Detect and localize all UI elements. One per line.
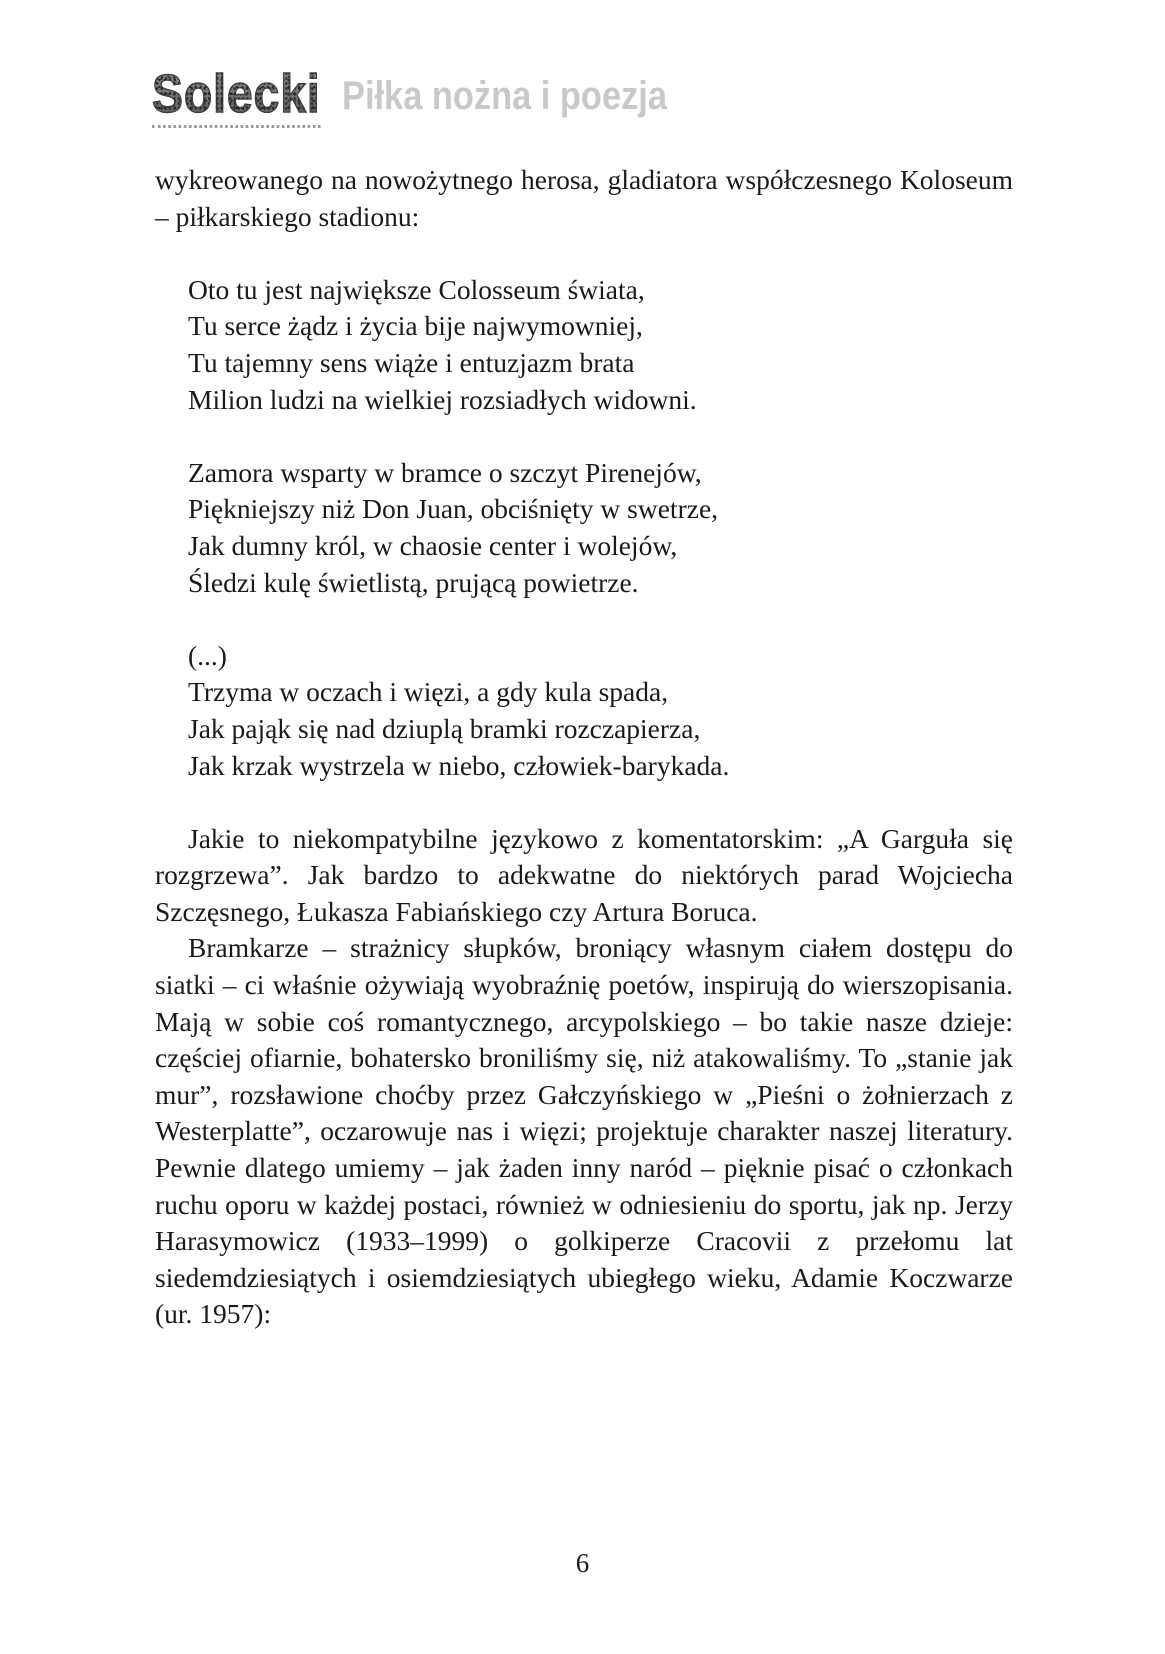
poem-line: Śledzi kulę świetlistą, prującą powietrze.	[188, 566, 639, 598]
poem-line: (...)	[188, 639, 227, 671]
intro-paragraph: wykreowanego na nowożytnego herosa, gladiatora współczesnego Koloseum – piłkarskiego stadionu:	[155, 164, 1013, 232]
poem-stanza	[188, 272, 1013, 418]
body-text	[155, 162, 1013, 1333]
poem-line: Jak krzak wystrzela w niebo, człowiek-barykada.	[188, 749, 730, 781]
poem-line: Milion ludzi na wielkiej rozsiadłych widowni.	[188, 383, 697, 415]
poem-line: Tu tajemny sens wiąże i entuzjazm brata	[188, 346, 635, 378]
spacer	[155, 235, 1013, 272]
running-header	[152, 58, 720, 128]
poem-line: Tu serce żądz i życia bije najwymowniej,	[188, 310, 643, 342]
page-number: 6	[575, 1548, 590, 1578]
author-logo: Solecki	[152, 67, 321, 128]
body-paragraph: Bramkarze – strażnicy słupków, broniący własnym ciałem dostępu do siatki – ci właśnie ożywiają wyobraźnię poetów, inspirują do wierszopisania. Mają w sobie coś romantycznego, arcypolskiego – bo takie nasze dzieje: częściej ofiarnie, bohatersko broniliśmy się, niż atakowaliśmy. To „stanie jak mur”, rozsławione choćby przez Gałczyńskiego w „Pieśni o żołnierzach z Westerplatte”, oczarowuje nas i więzi; projektuje charakter naszej literatury. Pewnie dlatego umiemy – jak żaden inny naród – pięknie pisać o członkach ruchu oporu w każdej postaci, również w odniesieniu do sportu, jak np. Jerzy Harasymowicz (1933–1999) o golkiperze Cracovii z przełomu lat siedemdziesiątych i osiemdziesiątych ubiegłego wieku, Adamie Koczwarze (ur. 1957):	[155, 932, 1013, 1330]
poem-line: Jak pająk się nad dziuplą bramki rozczapierza,	[188, 712, 701, 744]
body-paragraph: Jakie to niekompatybilne językowo z komentatorskim: „A Garguła się rozgrzewa”. Jak bardzo to adekwatne do niektórych parad Wojciecha Szczęsnego, Łukasza Fabiańskiego czy Artura Boruca.	[155, 822, 1013, 927]
poem-line: Zamora wsparty w bramce o szczyt Pirenejów,	[188, 456, 702, 488]
poem-line: Jak dumny król, w chaosie center i wolejów,	[188, 529, 678, 561]
poem-line: Trzyma w oczach i więzi, a gdy kula spada,	[188, 676, 669, 708]
poem-line: Oto tu jest największe Colosseum świata,	[188, 273, 645, 305]
poem-line: Piękniejszy niż Don Juan, obciśnięty w swetrze,	[188, 493, 719, 525]
poem-stanza	[188, 638, 1013, 784]
quoted-poem	[188, 272, 1013, 784]
spacer	[155, 784, 1013, 821]
poem-stanza	[188, 455, 1013, 601]
book-title: Piłka nożna i poezja	[342, 74, 668, 118]
